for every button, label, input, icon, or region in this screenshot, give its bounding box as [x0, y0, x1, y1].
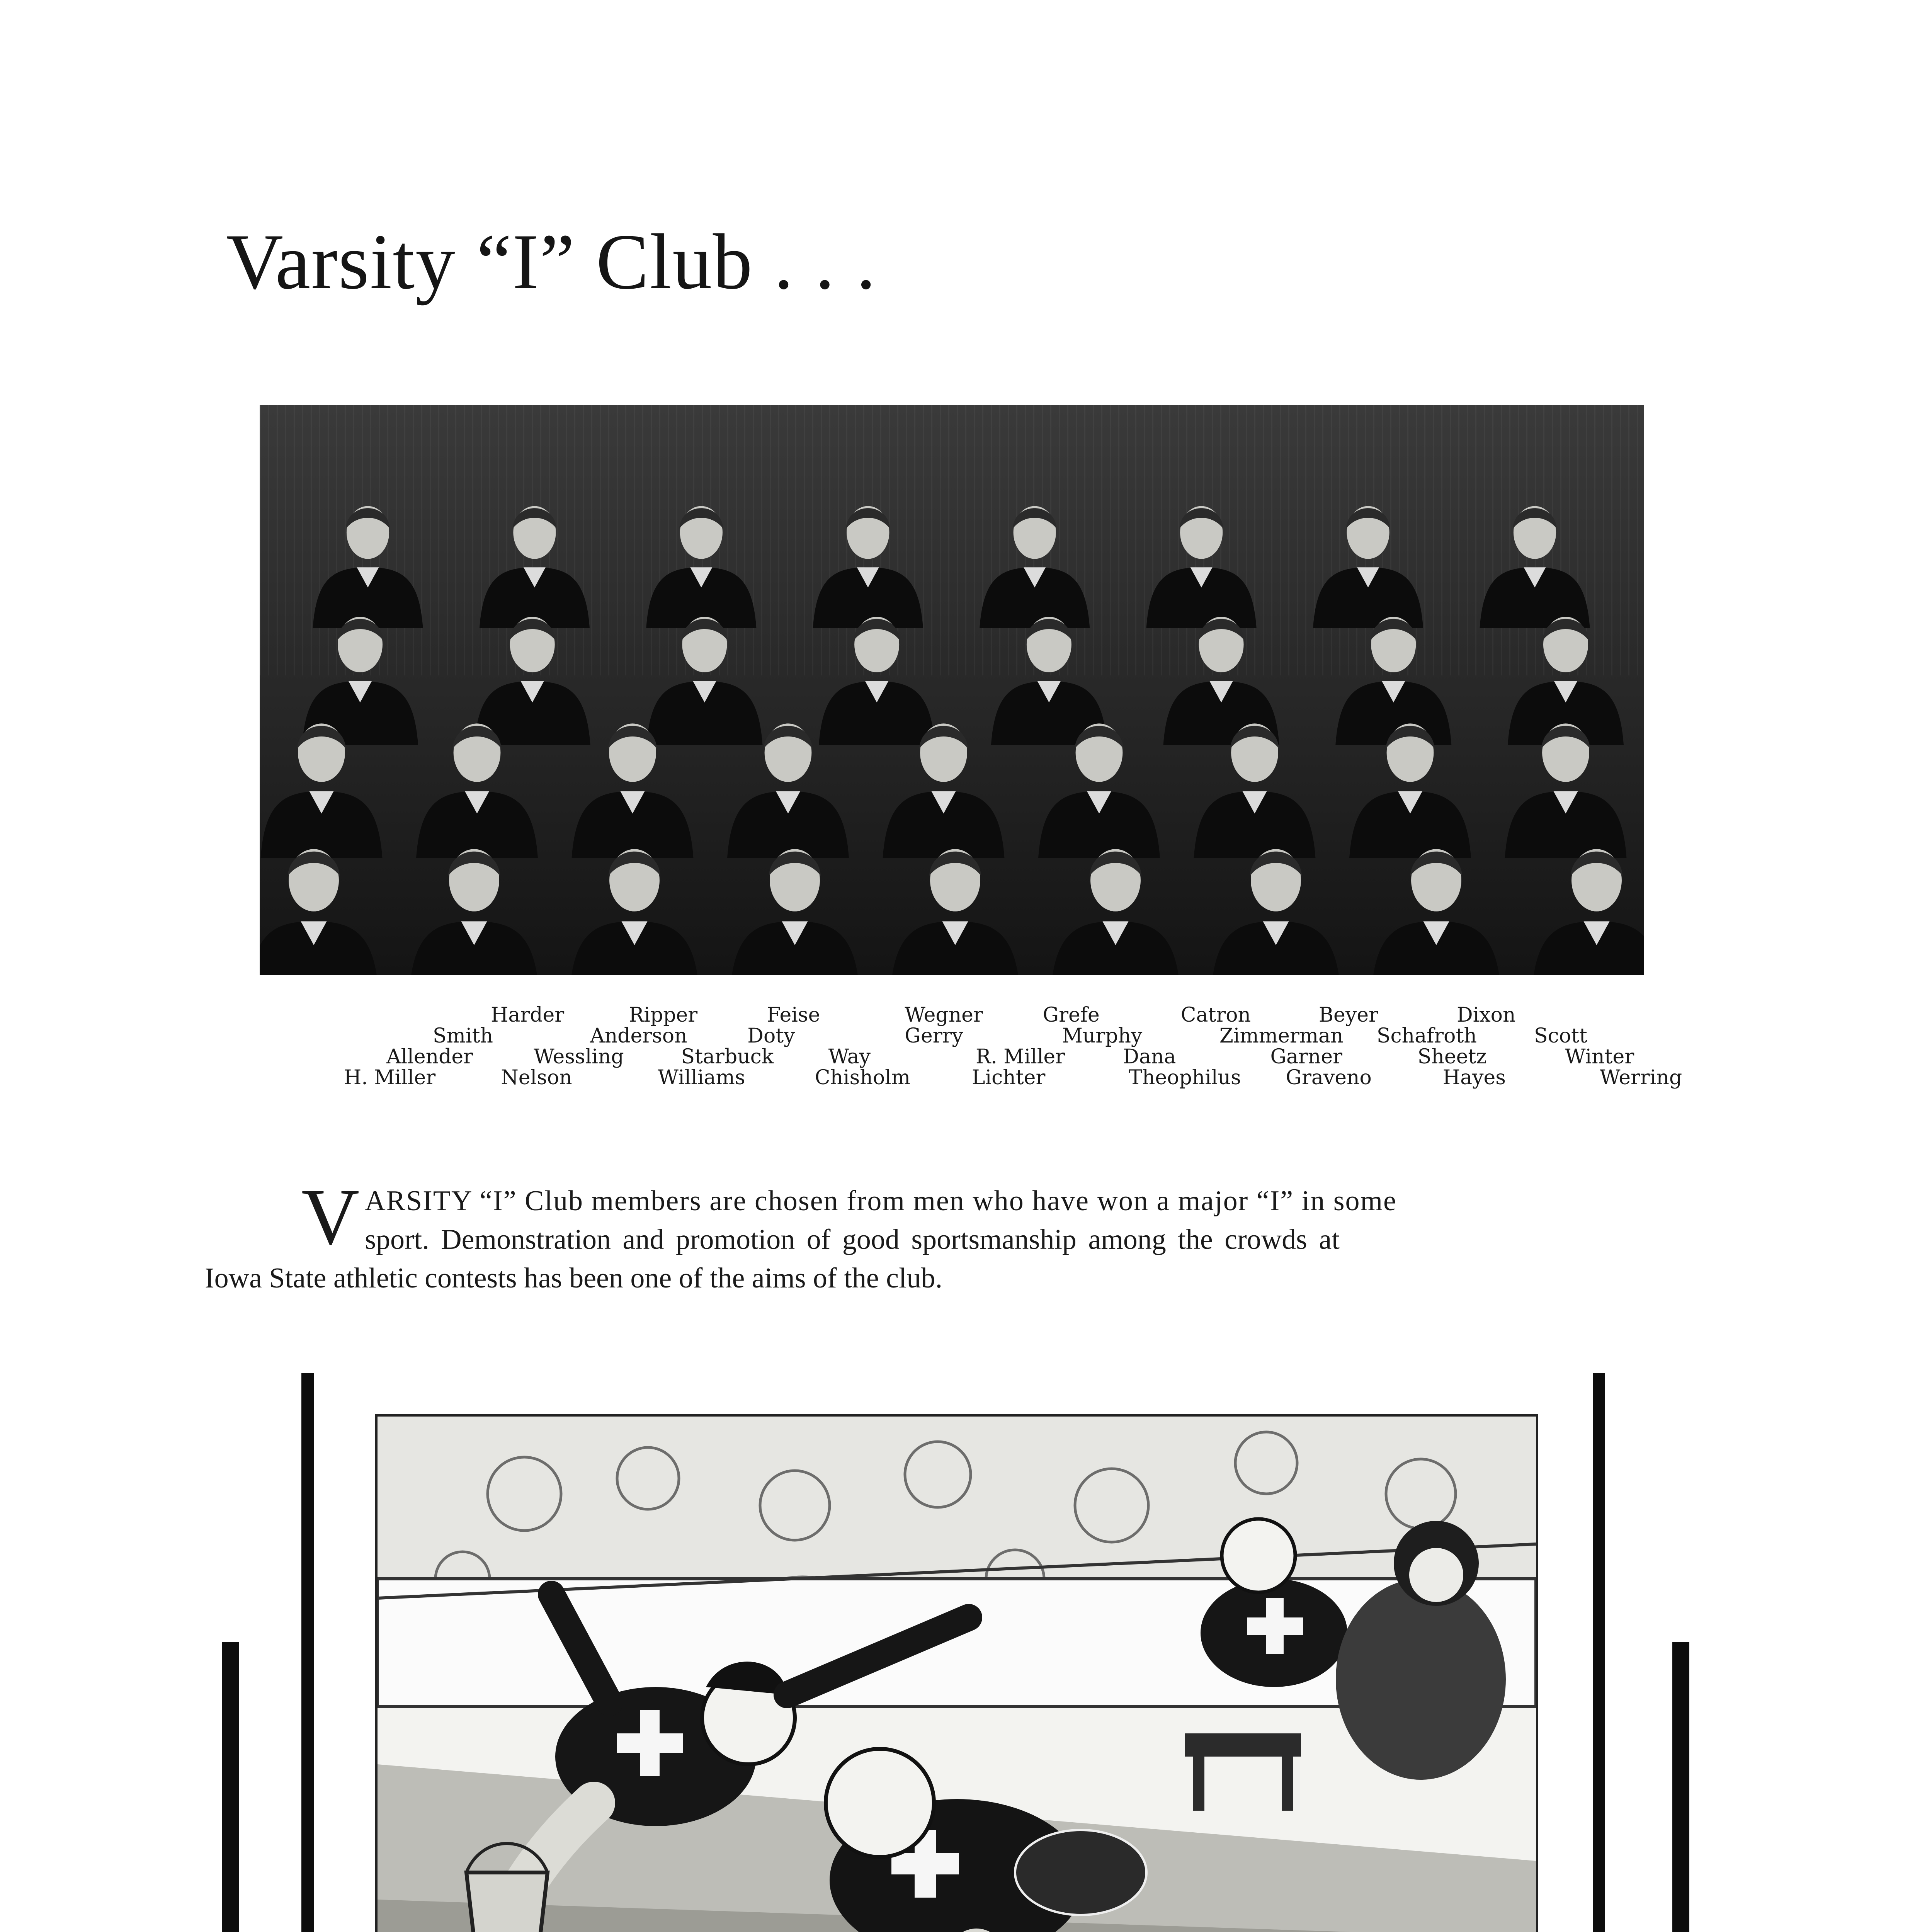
description-line: Iowa State athletic contests has been one of the aims of the club. — [205, 1262, 943, 1294]
caption-name: Harder — [491, 1003, 565, 1027]
description-line: sport. Demonstration and promotion of good sportsmanship among the crowds at — [365, 1224, 1340, 1255]
ad-border-bar — [1672, 1642, 1689, 1932]
club-description — [205, 1172, 1623, 1298]
football-cartoon-illustration — [375, 1414, 1538, 1932]
caption-name: Lichter — [972, 1066, 1046, 1089]
group-photo — [260, 405, 1644, 975]
caption-name: Anderson — [590, 1024, 687, 1048]
caption-name: Scott — [1534, 1024, 1587, 1048]
caption-row — [270, 1066, 1682, 1089]
caption-name: Starbuck — [681, 1045, 774, 1068]
page-title: Varsity “I” Club . . . — [226, 218, 877, 306]
caption-name: Winter — [1565, 1045, 1634, 1068]
caption-name: Chisholm — [815, 1066, 911, 1089]
ad-border-bar — [301, 1373, 314, 1932]
caption-row — [270, 1026, 1662, 1046]
caption-name: Grefe — [1043, 1003, 1100, 1027]
caption-name: Way — [828, 1045, 871, 1068]
ad-border-bar — [222, 1642, 239, 1932]
caption-name: R. Miller — [976, 1045, 1065, 1068]
caption-name: Sheetz — [1417, 1045, 1487, 1068]
caption-name: Hayes — [1442, 1066, 1506, 1089]
caption-name: Wegner — [905, 1003, 983, 1027]
caption-name: Schafroth — [1376, 1024, 1477, 1048]
photo-caption-names — [270, 1003, 1682, 1089]
caption-name: Doty — [747, 1024, 795, 1048]
cartoon-image — [378, 1417, 1536, 1932]
caption-name: Smith — [433, 1024, 493, 1048]
caption-name: Dixon — [1457, 1003, 1516, 1027]
caption-name: Feise — [767, 1003, 820, 1027]
caption-name: Murphy — [1062, 1024, 1143, 1048]
caption-name: Williams — [658, 1066, 745, 1089]
caption-name: Gerry — [905, 1024, 963, 1048]
caption-row — [270, 1046, 1662, 1067]
caption-name: Werring — [1600, 1066, 1682, 1089]
caption-row — [270, 1005, 1662, 1026]
caption-name: Beyer — [1318, 1003, 1378, 1027]
ad-border-bar — [1593, 1373, 1605, 1932]
description-line: ARSITY “I” Club members are chosen from men who have won a major “I” in some — [365, 1185, 1397, 1217]
caption-name: Graveno — [1286, 1066, 1372, 1089]
caption-name: Ripper — [629, 1003, 698, 1027]
caption-name: Wessling — [534, 1045, 624, 1068]
caption-name: Zimmerman — [1219, 1024, 1344, 1048]
caption-name: Garner — [1270, 1045, 1343, 1068]
caption-name: Allender — [386, 1045, 473, 1068]
drop-cap: V — [301, 1172, 360, 1261]
caption-name: Nelson — [501, 1066, 572, 1089]
caption-name: H. Miller — [344, 1066, 436, 1089]
caption-name: Catron — [1180, 1003, 1251, 1027]
caption-name: Theophilus — [1129, 1066, 1241, 1089]
group-photo-image — [260, 405, 1644, 975]
caption-name: Dana — [1123, 1045, 1176, 1068]
